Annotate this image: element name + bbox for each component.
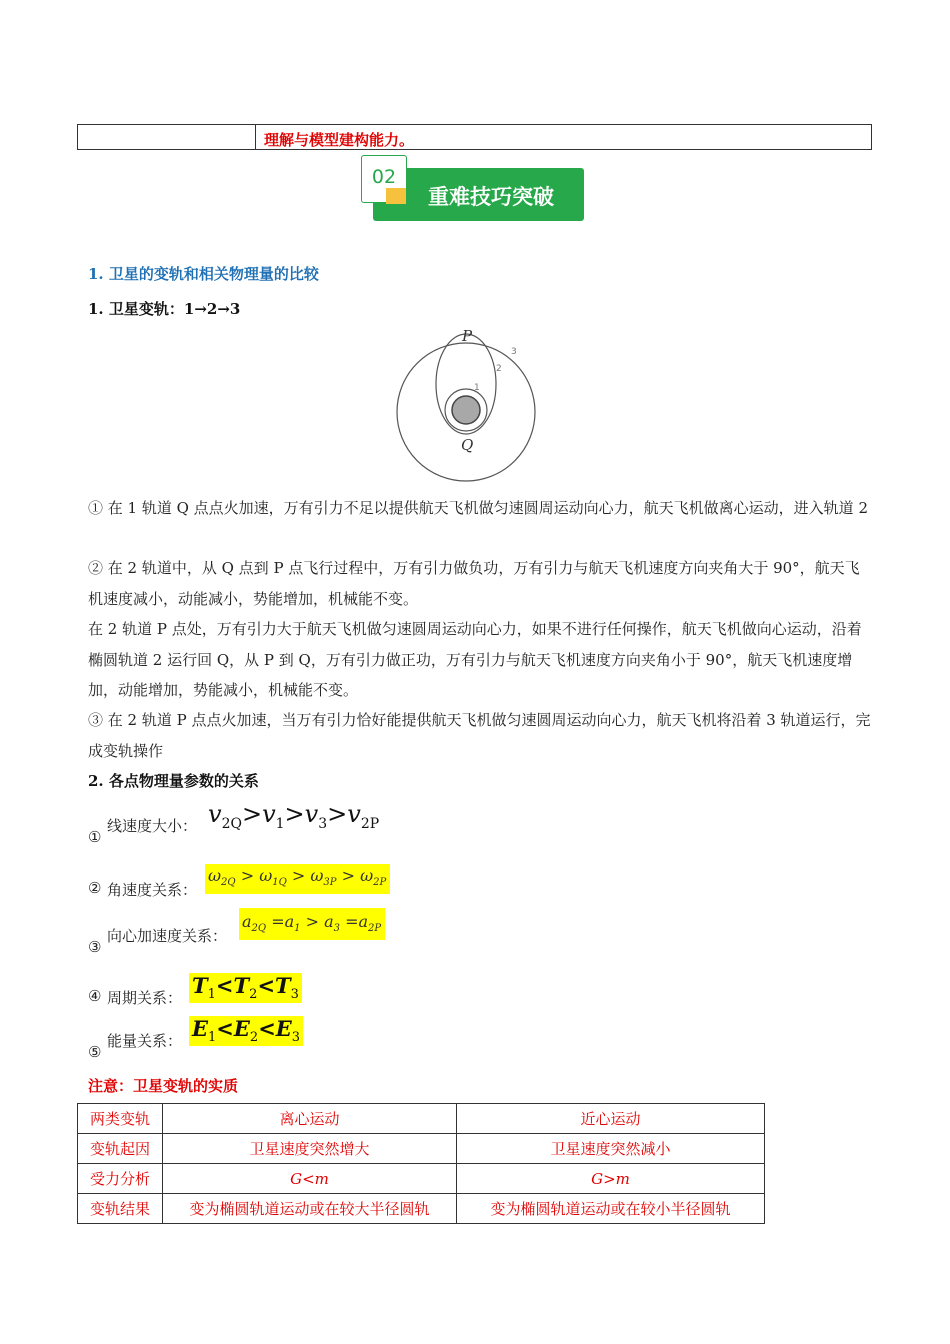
table-cell: 变轨起因 [78,1134,163,1164]
table-cell: 近心运动 [457,1104,765,1134]
relation-3-formula: $a_{2Q} =a_1 > a_3 =a_{2P}$ [239,908,385,940]
paragraph-3: 在 2 轨道 P 点处，万有引力大于航天飞机做匀速圆周运动向心力，如果不进行任何操作，航天飞机做向心运动，沿着椭圆轨道 2 运行回 Q，从 P 到 Q，万有引力做正功，万有引力与航天飞机速度方向夹角小于 90°，航天飞机速度增加，动能增加，势能减小，机械能不变。 [88,620,862,699]
table-row [78,1104,765,1134]
section-heading: 1. 卫星的变轨和相关物理量的比较 [88,265,319,283]
table-cell: G<m [163,1164,457,1194]
relation-4-formula: $T_1<T_2<T_3$ [189,973,302,1003]
relation-1-label: 线速度大小： [107,817,198,835]
relation-3-mark: ③ [88,938,102,956]
table-cell: G>m [457,1164,765,1194]
table-cell: 变轨结果 [78,1194,163,1224]
table-cell: 离心运动 [163,1104,457,1134]
top-table-row [77,124,872,150]
relation-2-label: 角速度关系： [107,881,198,899]
banner-number-tab [361,155,407,203]
table-row [78,1134,765,1164]
banner-number: 02 [371,166,397,188]
label-orbit-2: 2 [496,364,502,374]
relation-1-mark: ① [88,828,102,846]
table-cell: 变为椭圆轨道运动或在较小半径圆轨 [457,1194,765,1224]
label-orbit-1: 1 [474,383,480,393]
subheading-relations: 2. 各点物理量参数的关系 [88,772,259,790]
table-cell: 卫星速度突然减小 [457,1134,765,1164]
banner-title: 重难技巧突破 [428,185,554,209]
orbit-diagram [390,325,550,485]
relation-2-formula: $\omega_{2Q} > \omega_{1Q} > \omega_{3P} > \omega_{2P}$ [205,864,390,894]
relation-5-label: 能量关系： [107,1032,183,1050]
relation-4-mark: ④ [88,987,102,1005]
relation-5-formula: $E_1<E_2<E_3$ [189,1016,303,1046]
note-title: 注意：卫星变轨的实质 [88,1077,239,1095]
relation-4-label: 周期关系： [107,989,183,1007]
comparison-table [77,1103,765,1224]
paragraph-1: ① 在 1 轨道 Q 点点火加速，万有引力不足以提供航天飞机做匀速圆周运动向心力，航天飞机做离心运动，进入轨道 2 [88,499,868,517]
paragraph-4: ③ 在 2 轨道 P 点点火加速，当万有引力恰好能提供航天飞机做匀速圆周运动向心力，航天飞机将沿着 3 轨道运行，完成变轨操作 [88,711,871,760]
table-cell: 受力分析 [78,1164,163,1194]
table-cell-text: 理解与模型建构能力。 [264,131,415,149]
table-cell: 卫星速度突然增大 [163,1134,457,1164]
table-cell: 变为椭圆轨道运动或在较大半径圆轨 [163,1194,457,1224]
earth-planet [452,396,480,424]
table-row [78,1164,765,1194]
relation-1-formula: $v_{2Q}>v_1>v_3>v_{2P}$ [208,800,380,832]
banner-accent [386,188,406,204]
label-orbit-3: 3 [511,347,517,357]
table-row [78,1194,765,1224]
relation-5-mark: ⑤ [88,1043,102,1061]
relation-2-mark: ② [88,879,102,897]
paragraph-2: ② 在 2 轨道中，从 Q 点到 P 点飞行过程中，万有引力做负功，万有引力与航天飞机速度方向夹角大于 90°，航天飞机速度减小，动能减小，势能增加，机械能不变。 [88,559,860,608]
subheading-orbit-change: 1. 卫星变轨：1→2→3 [88,300,241,318]
label-q: Q [461,436,474,454]
label-p: P [462,327,473,345]
table-divider [255,125,256,149]
relation-3-label: 向心加速度关系： [107,927,228,945]
table-cell: 两类变轨 [78,1104,163,1134]
